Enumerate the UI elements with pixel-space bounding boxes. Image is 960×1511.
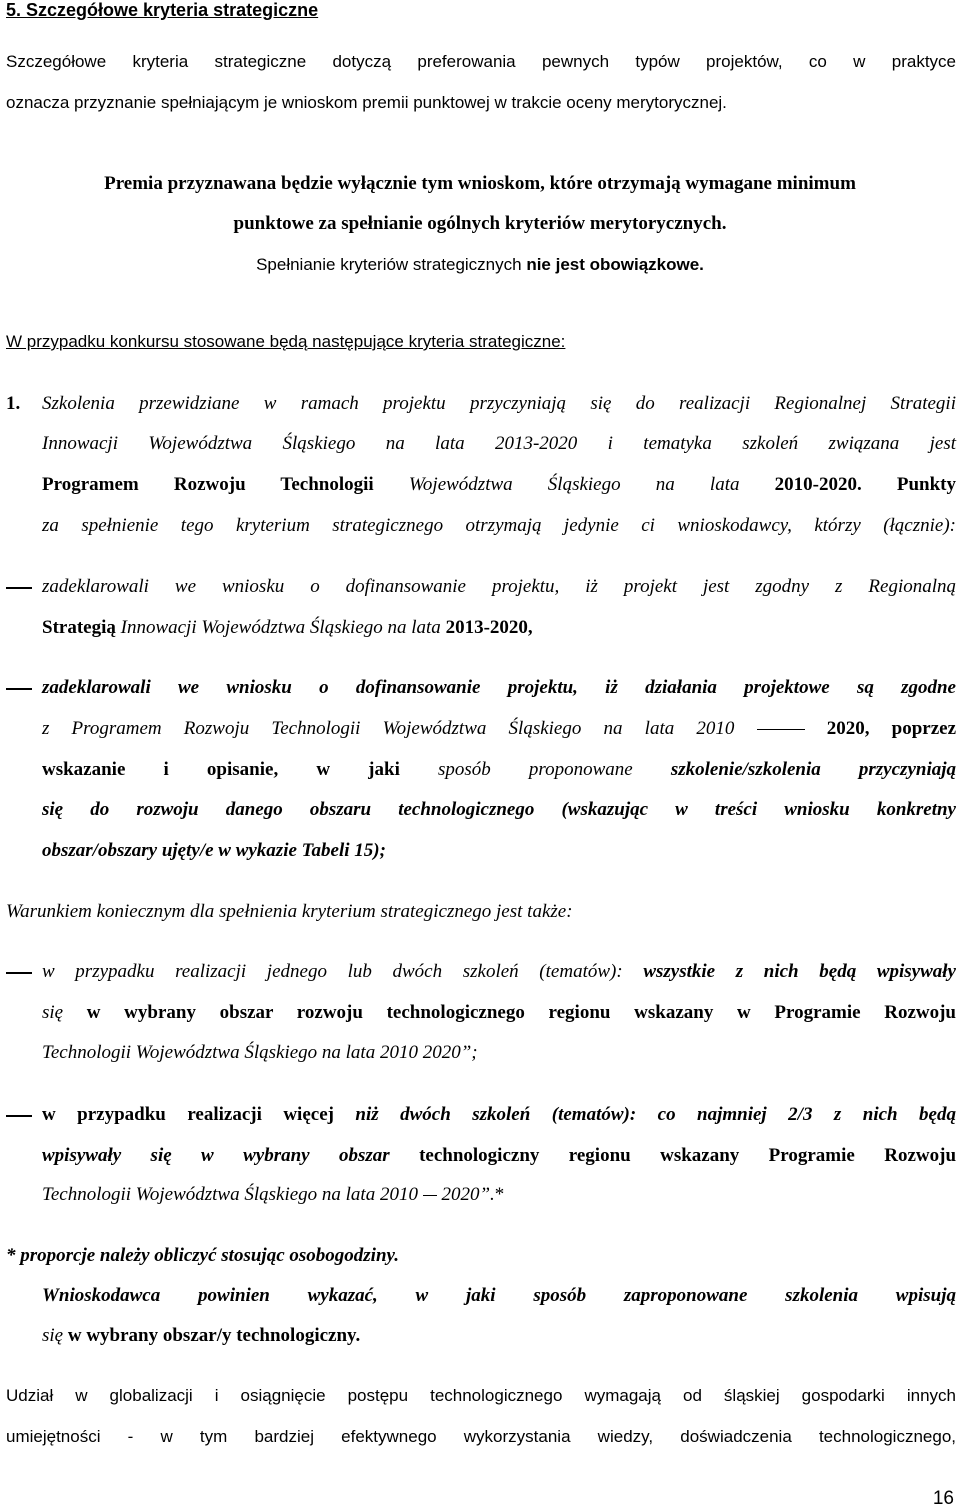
en-dash-icon [423,1195,437,1197]
bullet2-line-4: się do rozwoju danego obszaru technologicznego (wskazując w treści wniosku konkretny [42,799,956,820]
criterion-number: 1. [6,393,21,414]
criteria-intro: W przypadku konkursu stosowane będą następujące kryteria strategiczne: [6,332,566,351]
page-number: 16 [932,1488,954,1509]
premium-line-3-bold: nie jest obowiązkowe. [526,255,704,274]
intro-line-1: Szczegółowe kryteria strategiczne dotyczą preferowania pewnych typów projektów, co w praktyce [6,52,956,71]
intro-line-2: oznacza przyznanie spełniającym je wnioskom premii punktowej w trakcie oceny merytorycznej. [6,93,727,112]
bullet2-line-3: wskazanie i opisanie, w jaki sposób proponowane szkolenie/szkolenia przyczyniają [42,759,956,780]
premium-line-3-normal: Spełnianie kryteriów strategicznych [256,255,527,274]
criterion-line-4: za spełnienie tego kryterium strategicznego otrzymają jedynie ci wnioskodawcy, którzy (łącznie): [42,515,956,536]
condition-intro: Warunkiem koniecznym dla spełnienia kryterium strategicznego jest także: [6,901,573,922]
closing-line-1: Udział w globalizacji i osiągnięcie postępu technologicznego wymagają od śląskiej gospodarki innych [6,1386,956,1405]
bullet4-line-1: w przypadku realizacji więcej niż dwóch szkoleń (tematów): co najmniej 2/3 z nich będą [42,1104,956,1125]
section-heading: 5. Szczegółowe kryteria strategiczne [6,0,319,20]
premium-line-3 [0,254,960,277]
applicant-line-1: Wnioskodawca powinien wykazać, w jaki sposób zaproponowane szkolenia wpisują [42,1285,956,1306]
dash-bullet-icon [6,688,32,690]
bullet2-line-5: obszar/obszary ujęty/e w wykazie Tabeli 15); [42,840,386,861]
dash-bullet-icon [6,587,32,589]
bullet3-line-1: w przypadku realizacji jednego lub dwóch szkoleń (tematów): wszystkie z nich będą wpisywały [42,961,956,982]
bullet2-line-1: zadeklarowali we wniosku o dofinansowanie projektu, iż działania projektowe są zgodne [42,677,956,698]
en-dash-icon [757,729,805,731]
bullet3-line-2: się w wybrany obszar rozwoju technologicznego regionu wskazany w Programie Rozwoju [42,1002,956,1023]
premium-line-1: Premia przyznawana będzie wyłącznie tym wnioskom, które otrzymają wymagane minimum [104,173,856,194]
applicant-line-2: się w wybrany obszar/y technologiczny. [42,1325,361,1346]
bullet2-line-2: z Programem Rozwoju Technologii Województwa Śląskiego na lata 2010 2020, poprzez [42,718,956,739]
bullet4-line-2: wpisywały się w wybrany obszar technologiczny regionu wskazany Programie Rozwoju [42,1145,957,1166]
bullet3-line-3: Technologii Województwa Śląskiego na lata 2010 2020”; [42,1042,478,1063]
premium-line-2: punktowe za spełnianie ogólnych kryteriów merytorycznych. [233,213,727,234]
criterion-line-3: Programem Rozwoju Technologii Województwa Śląskiego na lata 2010-2020. Punkty [42,474,956,495]
bullet1-line-2: Strategią Innowacji Województwa Śląskiego na lata 2013-2020, [42,617,533,638]
footnote: * proporcje należy obliczyć stosując osobogodziny. [6,1245,399,1266]
bullet1-line-1: zadeklarowali we wniosku o dofinansowanie projektu, iż projekt jest zgodny z Regionalną [42,576,956,597]
dash-bullet-icon [6,972,32,974]
closing-line-2: umiejętności - w tym bardziej efektywnego wykorzystania wiedzy, doświadczenia technologicznego, [6,1427,956,1446]
criterion-line-2: Innowacji Województwa Śląskiego na lata 2013-2020 i tematyka szkoleń związana jest [42,433,956,454]
bullet4-line-3: Technologii Województwa Śląskiego na lata 2010 2020”.* [42,1184,505,1205]
criterion-line-1: Szkolenia przewidziane w ramach projektu przyczyniają się do realizacji Regionalnej Strategii [42,393,956,414]
dash-bullet-icon [6,1115,32,1117]
